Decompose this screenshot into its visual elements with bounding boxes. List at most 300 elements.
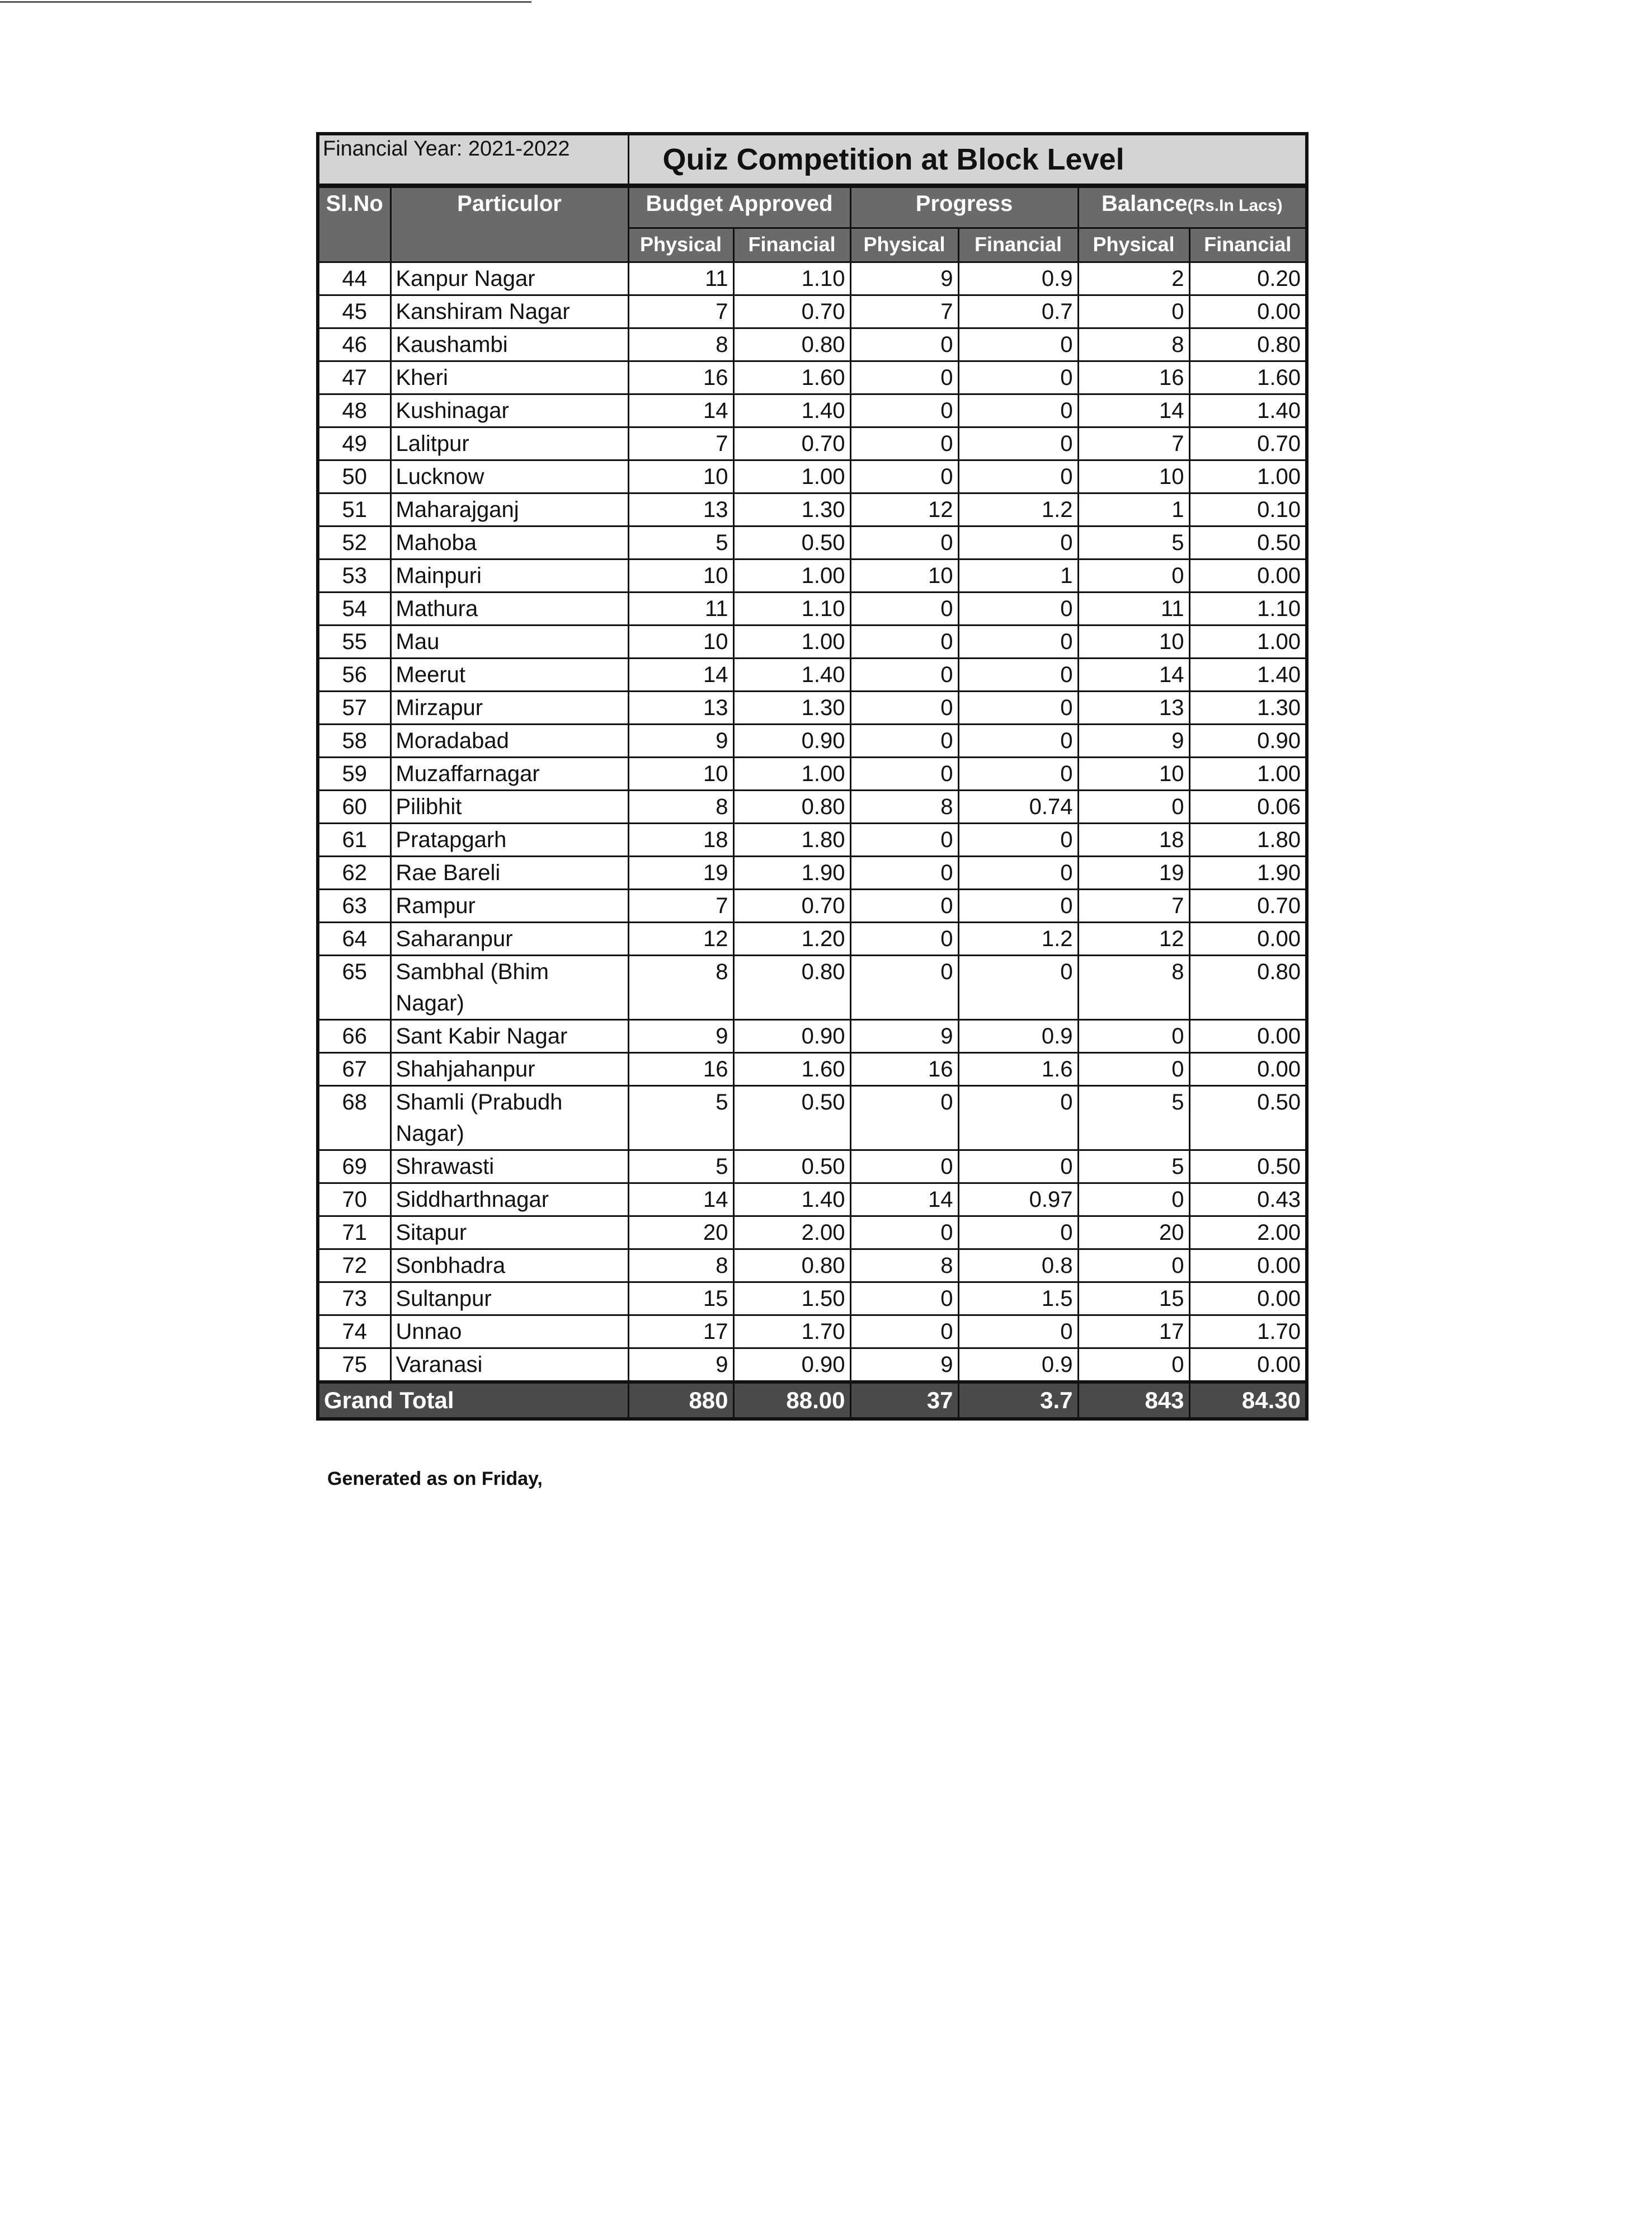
cell-budget-financial: 1.50 — [733, 1282, 850, 1315]
cell-particular: Mahoba — [390, 526, 628, 560]
cell-sl-no: 45 — [318, 295, 390, 328]
cell-balance-physical: 20 — [1078, 1216, 1189, 1249]
cell-balance-financial: 1.40 — [1189, 394, 1307, 427]
cell-budget-financial: 1.40 — [733, 394, 850, 427]
cell-progress-physical: 0 — [850, 593, 958, 626]
cell-balance-financial: 0.50 — [1189, 1150, 1307, 1183]
cell-sl-no: 49 — [318, 427, 390, 460]
cell-balance-physical: 0 — [1078, 791, 1189, 824]
cell-budget-financial: 1.30 — [733, 692, 850, 725]
cell-budget-physical: 14 — [628, 394, 733, 427]
table-row — [318, 857, 1307, 890]
cell-balance-physical: 1 — [1078, 493, 1189, 526]
table-row — [318, 560, 1307, 593]
cell-progress-financial: 0 — [958, 1216, 1078, 1249]
table-row — [318, 890, 1307, 923]
cell-balance-physical: 10 — [1078, 626, 1189, 659]
cell-balance-physical: 0 — [1078, 560, 1189, 593]
cell-sl-no: 68 — [318, 1086, 390, 1150]
cell-progress-financial: 0 — [958, 526, 1078, 560]
table-row — [318, 593, 1307, 626]
cell-sl-no: 51 — [318, 493, 390, 526]
table-row — [318, 328, 1307, 361]
table-row — [318, 262, 1307, 295]
table-row — [318, 1020, 1307, 1053]
cell-balance-physical: 7 — [1078, 427, 1189, 460]
col-progress-financial: Financial — [958, 228, 1078, 262]
cell-balance-physical: 0 — [1078, 1053, 1189, 1086]
cell-progress-physical: 0 — [850, 1086, 958, 1150]
cell-balance-physical: 0 — [1078, 1020, 1189, 1053]
header-row-groups — [318, 186, 1307, 228]
cell-progress-financial: 0 — [958, 725, 1078, 758]
cell-particular: Pilibhit — [390, 791, 628, 824]
col-balance — [1078, 186, 1307, 228]
cell-sl-no: 59 — [318, 758, 390, 791]
cell-progress-physical: 14 — [850, 1183, 958, 1216]
table-row — [318, 659, 1307, 692]
cell-particular: Muzaffarnagar — [390, 758, 628, 791]
cell-balance-physical: 11 — [1078, 593, 1189, 626]
cell-particular: Mirzapur — [390, 692, 628, 725]
cell-progress-physical: 0 — [850, 526, 958, 560]
cell-progress-financial: 0 — [958, 328, 1078, 361]
cell-progress-financial: 1 — [958, 560, 1078, 593]
cell-progress-physical: 0 — [850, 824, 958, 857]
table-row — [318, 493, 1307, 526]
cell-budget-financial: 0.50 — [733, 1150, 850, 1183]
cell-particular: Varanasi — [390, 1348, 628, 1383]
cell-budget-physical: 9 — [628, 1020, 733, 1053]
cell-balance-financial: 1.00 — [1189, 460, 1307, 493]
cell-budget-physical: 10 — [628, 758, 733, 791]
cell-progress-financial: 0 — [958, 758, 1078, 791]
total-budget-financial: 88.00 — [733, 1382, 850, 1419]
cell-sl-no: 69 — [318, 1150, 390, 1183]
col-sl-no: Sl.No — [318, 186, 390, 262]
cell-progress-financial: 0 — [958, 890, 1078, 923]
cell-budget-physical: 10 — [628, 460, 733, 493]
cell-particular: Lalitpur — [390, 427, 628, 460]
cell-progress-financial: 0.7 — [958, 295, 1078, 328]
cell-progress-financial: 1.2 — [958, 493, 1078, 526]
cell-progress-financial: 0 — [958, 593, 1078, 626]
cell-budget-financial: 0.70 — [733, 427, 850, 460]
cell-balance-financial: 0.90 — [1189, 725, 1307, 758]
cell-budget-physical: 7 — [628, 427, 733, 460]
cell-particular: Moradabad — [390, 725, 628, 758]
cell-budget-physical: 8 — [628, 328, 733, 361]
cell-progress-physical: 9 — [850, 1020, 958, 1053]
table-row — [318, 1150, 1307, 1183]
balance-unit: (Rs.In Lacs) — [1187, 196, 1283, 215]
cell-budget-physical: 9 — [628, 1348, 733, 1383]
cell-progress-physical: 0 — [850, 1216, 958, 1249]
cell-particular: Kushinagar — [390, 394, 628, 427]
cell-progress-financial: 0.9 — [958, 1020, 1078, 1053]
table-row — [318, 1315, 1307, 1348]
grand-total-row — [318, 1382, 1307, 1419]
cell-budget-financial: 0.50 — [733, 1086, 850, 1150]
cell-particular: Shamli (Prabudh Nagar) — [390, 1086, 628, 1150]
col-particular: Particulor — [390, 186, 628, 262]
cell-sl-no: 65 — [318, 956, 390, 1020]
cell-balance-physical: 7 — [1078, 890, 1189, 923]
cell-particular: Meerut — [390, 659, 628, 692]
cell-progress-financial: 0 — [958, 692, 1078, 725]
cell-budget-financial: 0.80 — [733, 791, 850, 824]
cell-budget-financial: 1.40 — [733, 1183, 850, 1216]
cell-particular: Kaushambi — [390, 328, 628, 361]
cell-balance-physical: 13 — [1078, 692, 1189, 725]
cell-budget-financial: 0.50 — [733, 526, 850, 560]
cell-balance-financial: 0.06 — [1189, 791, 1307, 824]
cell-sl-no: 67 — [318, 1053, 390, 1086]
cell-balance-physical: 10 — [1078, 758, 1189, 791]
table-row — [318, 361, 1307, 394]
cell-balance-financial: 1.70 — [1189, 1315, 1307, 1348]
cell-progress-physical: 10 — [850, 560, 958, 593]
table-body — [318, 262, 1307, 1383]
cell-budget-financial: 1.00 — [733, 460, 850, 493]
cell-budget-physical: 11 — [628, 262, 733, 295]
cell-balance-financial: 0.50 — [1189, 526, 1307, 560]
title-row — [318, 134, 1307, 186]
cell-progress-physical: 0 — [850, 328, 958, 361]
cell-balance-physical: 19 — [1078, 857, 1189, 890]
cell-balance-physical: 17 — [1078, 1315, 1189, 1348]
cell-sl-no: 57 — [318, 692, 390, 725]
total-progress-physical: 37 — [850, 1382, 958, 1419]
cell-balance-physical: 9 — [1078, 725, 1189, 758]
cell-progress-physical: 0 — [850, 1150, 958, 1183]
cell-balance-physical: 5 — [1078, 1086, 1189, 1150]
cell-balance-physical: 5 — [1078, 1150, 1189, 1183]
cell-progress-financial: 0 — [958, 1086, 1078, 1150]
cell-particular: Sonbhadra — [390, 1249, 628, 1282]
cell-progress-physical: 0 — [850, 427, 958, 460]
table-row — [318, 923, 1307, 956]
cell-progress-physical: 16 — [850, 1053, 958, 1086]
cell-particular: Kanshiram Nagar — [390, 295, 628, 328]
table-row — [318, 1183, 1307, 1216]
cell-sl-no: 73 — [318, 1282, 390, 1315]
cell-progress-physical: 12 — [850, 493, 958, 526]
cell-progress-financial: 1.5 — [958, 1282, 1078, 1315]
cell-progress-physical: 0 — [850, 1282, 958, 1315]
cell-balance-physical: 0 — [1078, 1249, 1189, 1282]
cell-progress-financial: 0 — [958, 427, 1078, 460]
col-progress-physical: Physical — [850, 228, 958, 262]
cell-budget-financial: 1.30 — [733, 493, 850, 526]
cell-budget-physical: 12 — [628, 923, 733, 956]
table-row — [318, 824, 1307, 857]
cell-progress-financial: 0 — [958, 857, 1078, 890]
col-progress: Progress — [850, 186, 1078, 228]
cell-budget-financial: 1.00 — [733, 560, 850, 593]
cell-particular: Siddharthnagar — [390, 1183, 628, 1216]
table-row — [318, 427, 1307, 460]
table-row — [318, 692, 1307, 725]
cell-sl-no: 64 — [318, 923, 390, 956]
cell-budget-financial: 1.00 — [733, 626, 850, 659]
cell-sl-no: 46 — [318, 328, 390, 361]
cell-sl-no: 63 — [318, 890, 390, 923]
cell-balance-physical: 18 — [1078, 824, 1189, 857]
cell-progress-financial: 0 — [958, 956, 1078, 1020]
cell-particular: Rae Bareli — [390, 857, 628, 890]
cell-particular: Sultanpur — [390, 1282, 628, 1315]
cell-budget-financial: 1.10 — [733, 593, 850, 626]
cell-balance-financial: 0.00 — [1189, 1249, 1307, 1282]
cell-balance-financial: 0.70 — [1189, 890, 1307, 923]
cell-budget-physical: 5 — [628, 1086, 733, 1150]
cell-budget-physical: 11 — [628, 593, 733, 626]
cell-particular: Kanpur Nagar — [390, 262, 628, 295]
cell-balance-financial: 0.00 — [1189, 1282, 1307, 1315]
cell-budget-financial: 0.90 — [733, 725, 850, 758]
table-row — [318, 956, 1307, 1020]
cell-balance-physical: 8 — [1078, 328, 1189, 361]
cell-balance-financial: 0.00 — [1189, 560, 1307, 593]
cell-particular: Pratapgarh — [390, 824, 628, 857]
cell-budget-financial: 1.60 — [733, 1053, 850, 1086]
cell-progress-physical: 0 — [850, 361, 958, 394]
cell-budget-financial: 1.80 — [733, 824, 850, 857]
cell-balance-physical: 0 — [1078, 295, 1189, 328]
cell-budget-physical: 16 — [628, 1053, 733, 1086]
cell-sl-no: 48 — [318, 394, 390, 427]
cell-progress-physical: 0 — [850, 923, 958, 956]
cell-balance-financial: 0.00 — [1189, 295, 1307, 328]
cell-progress-financial: 0.9 — [958, 262, 1078, 295]
cell-budget-financial: 0.90 — [733, 1020, 850, 1053]
table-row — [318, 1348, 1307, 1383]
cell-sl-no: 61 — [318, 824, 390, 857]
total-balance-physical: 843 — [1078, 1382, 1189, 1419]
col-balance-financial: Financial — [1189, 228, 1307, 262]
cell-balance-physical: 15 — [1078, 1282, 1189, 1315]
cell-balance-financial: 0.10 — [1189, 493, 1307, 526]
cell-balance-physical: 2 — [1078, 262, 1189, 295]
cell-budget-physical: 13 — [628, 493, 733, 526]
cell-balance-financial: 1.80 — [1189, 824, 1307, 857]
cell-balance-financial: 1.90 — [1189, 857, 1307, 890]
cell-budget-physical: 20 — [628, 1216, 733, 1249]
total-balance-financial: 84.30 — [1189, 1382, 1307, 1419]
cell-balance-physical: 16 — [1078, 361, 1189, 394]
col-budget-approved: Budget Approved — [628, 186, 850, 228]
cell-budget-financial: 1.20 — [733, 923, 850, 956]
cell-progress-financial: 0.74 — [958, 791, 1078, 824]
cell-sl-no: 71 — [318, 1216, 390, 1249]
table-row — [318, 725, 1307, 758]
cell-budget-financial: 1.90 — [733, 857, 850, 890]
cell-budget-financial: 1.60 — [733, 361, 850, 394]
cell-progress-physical: 0 — [850, 758, 958, 791]
cell-progress-financial: 1.2 — [958, 923, 1078, 956]
cell-budget-physical: 14 — [628, 659, 733, 692]
cell-progress-physical: 0 — [850, 857, 958, 890]
cell-sl-no: 58 — [318, 725, 390, 758]
table-row — [318, 1249, 1307, 1282]
table-row — [318, 758, 1307, 791]
cell-balance-financial: 1.40 — [1189, 659, 1307, 692]
cell-budget-physical: 5 — [628, 526, 733, 560]
col-budget-financial: Financial — [733, 228, 850, 262]
cell-budget-physical: 10 — [628, 626, 733, 659]
cell-progress-physical: 9 — [850, 262, 958, 295]
cell-budget-physical: 7 — [628, 890, 733, 923]
cell-progress-financial: 0 — [958, 460, 1078, 493]
cell-sl-no: 62 — [318, 857, 390, 890]
cell-budget-physical: 7 — [628, 295, 733, 328]
cell-budget-financial: 1.40 — [733, 659, 850, 692]
cell-budget-financial: 1.70 — [733, 1315, 850, 1348]
cell-budget-financial: 0.70 — [733, 295, 850, 328]
cell-progress-physical: 0 — [850, 692, 958, 725]
cell-progress-physical: 8 — [850, 1249, 958, 1282]
cell-sl-no: 54 — [318, 593, 390, 626]
cell-balance-physical: 12 — [1078, 923, 1189, 956]
cell-balance-financial: 0.00 — [1189, 1053, 1307, 1086]
cell-balance-financial: 1.10 — [1189, 593, 1307, 626]
table-row — [318, 626, 1307, 659]
cell-budget-physical: 5 — [628, 1150, 733, 1183]
cell-budget-financial: 0.80 — [733, 328, 850, 361]
cell-balance-physical: 10 — [1078, 460, 1189, 493]
cell-progress-physical: 0 — [850, 460, 958, 493]
table-row — [318, 1216, 1307, 1249]
cell-progress-financial: 1.6 — [958, 1053, 1078, 1086]
cell-sl-no: 56 — [318, 659, 390, 692]
table-row — [318, 460, 1307, 493]
quiz-competition-table — [316, 132, 1309, 1421]
cell-progress-physical: 0 — [850, 890, 958, 923]
cell-sl-no: 72 — [318, 1249, 390, 1282]
cell-sl-no: 50 — [318, 460, 390, 493]
cell-sl-no: 60 — [318, 791, 390, 824]
financial-year: Financial Year: 2021-2022 — [318, 134, 628, 186]
cell-budget-physical: 15 — [628, 1282, 733, 1315]
cell-particular: Mau — [390, 626, 628, 659]
table-row — [318, 1282, 1307, 1315]
scan-edge-line — [0, 1, 531, 3]
cell-sl-no: 47 — [318, 361, 390, 394]
cell-particular: Shrawasti — [390, 1150, 628, 1183]
cell-progress-physical: 8 — [850, 791, 958, 824]
cell-progress-financial: 0 — [958, 1150, 1078, 1183]
cell-progress-financial: 0.97 — [958, 1183, 1078, 1216]
cell-budget-financial: 1.10 — [733, 262, 850, 295]
balance-label: Balance — [1102, 191, 1188, 216]
cell-budget-physical: 17 — [628, 1315, 733, 1348]
cell-progress-financial: 0 — [958, 626, 1078, 659]
cell-budget-physical: 16 — [628, 361, 733, 394]
col-budget-physical: Physical — [628, 228, 733, 262]
cell-budget-physical: 10 — [628, 560, 733, 593]
cell-sl-no: 53 — [318, 560, 390, 593]
cell-balance-financial: 0.43 — [1189, 1183, 1307, 1216]
col-balance-physical: Physical — [1078, 228, 1189, 262]
cell-balance-physical: 5 — [1078, 526, 1189, 560]
cell-particular: Saharanpur — [390, 923, 628, 956]
cell-budget-physical: 13 — [628, 692, 733, 725]
total-progress-financial: 3.7 — [958, 1382, 1078, 1419]
cell-progress-financial: 0 — [958, 824, 1078, 857]
cell-balance-physical: 14 — [1078, 659, 1189, 692]
cell-particular: Shahjahanpur — [390, 1053, 628, 1086]
cell-particular: Mathura — [390, 593, 628, 626]
cell-progress-financial: 0.8 — [958, 1249, 1078, 1282]
table-row — [318, 526, 1307, 560]
cell-budget-financial: 2.00 — [733, 1216, 850, 1249]
cell-sl-no: 74 — [318, 1315, 390, 1348]
cell-balance-financial: 0.00 — [1189, 1348, 1307, 1383]
total-budget-physical: 880 — [628, 1382, 733, 1419]
cell-budget-physical: 8 — [628, 1249, 733, 1282]
table-row — [318, 791, 1307, 824]
cell-balance-financial: 1.60 — [1189, 361, 1307, 394]
cell-balance-financial: 0.70 — [1189, 427, 1307, 460]
cell-budget-financial: 0.70 — [733, 890, 850, 923]
cell-balance-financial: 2.00 — [1189, 1216, 1307, 1249]
cell-balance-physical: 8 — [1078, 956, 1189, 1020]
cell-particular: Lucknow — [390, 460, 628, 493]
cell-balance-financial: 0.80 — [1189, 956, 1307, 1020]
cell-budget-financial: 0.80 — [733, 1249, 850, 1282]
cell-budget-financial: 1.00 — [733, 758, 850, 791]
cell-progress-financial: 0 — [958, 1315, 1078, 1348]
cell-progress-physical: 0 — [850, 394, 958, 427]
cell-budget-physical: 9 — [628, 725, 733, 758]
cell-progress-financial: 0.9 — [958, 1348, 1078, 1383]
cell-sl-no: 55 — [318, 626, 390, 659]
cell-balance-financial: 0.50 — [1189, 1086, 1307, 1150]
cell-budget-physical: 19 — [628, 857, 733, 890]
cell-progress-financial: 0 — [958, 361, 1078, 394]
cell-sl-no: 66 — [318, 1020, 390, 1053]
cell-balance-financial: 1.30 — [1189, 692, 1307, 725]
cell-balance-financial: 0.00 — [1189, 923, 1307, 956]
cell-progress-financial: 0 — [958, 659, 1078, 692]
cell-particular: Unnao — [390, 1315, 628, 1348]
cell-balance-financial: 0.20 — [1189, 262, 1307, 295]
cell-sl-no: 70 — [318, 1183, 390, 1216]
grand-total-label: Grand Total — [318, 1382, 628, 1419]
cell-progress-physical: 0 — [850, 626, 958, 659]
cell-budget-physical: 14 — [628, 1183, 733, 1216]
generated-note: Generated as on Friday, — [327, 1468, 543, 1489]
cell-balance-physical: 0 — [1078, 1183, 1189, 1216]
cell-balance-physical: 0 — [1078, 1348, 1189, 1383]
cell-progress-physical: 0 — [850, 725, 958, 758]
cell-particular: Mainpuri — [390, 560, 628, 593]
cell-budget-physical: 8 — [628, 956, 733, 1020]
cell-progress-physical: 7 — [850, 295, 958, 328]
cell-particular: Sitapur — [390, 1216, 628, 1249]
page-title: Quiz Competition at Block Level — [628, 134, 1307, 186]
cell-balance-physical: 14 — [1078, 394, 1189, 427]
table-row — [318, 394, 1307, 427]
table-row — [318, 295, 1307, 328]
table-row — [318, 1053, 1307, 1086]
cell-balance-financial: 1.00 — [1189, 626, 1307, 659]
table-row — [318, 1086, 1307, 1150]
cell-budget-financial: 0.90 — [733, 1348, 850, 1383]
cell-sl-no: 52 — [318, 526, 390, 560]
cell-particular: Kheri — [390, 361, 628, 394]
